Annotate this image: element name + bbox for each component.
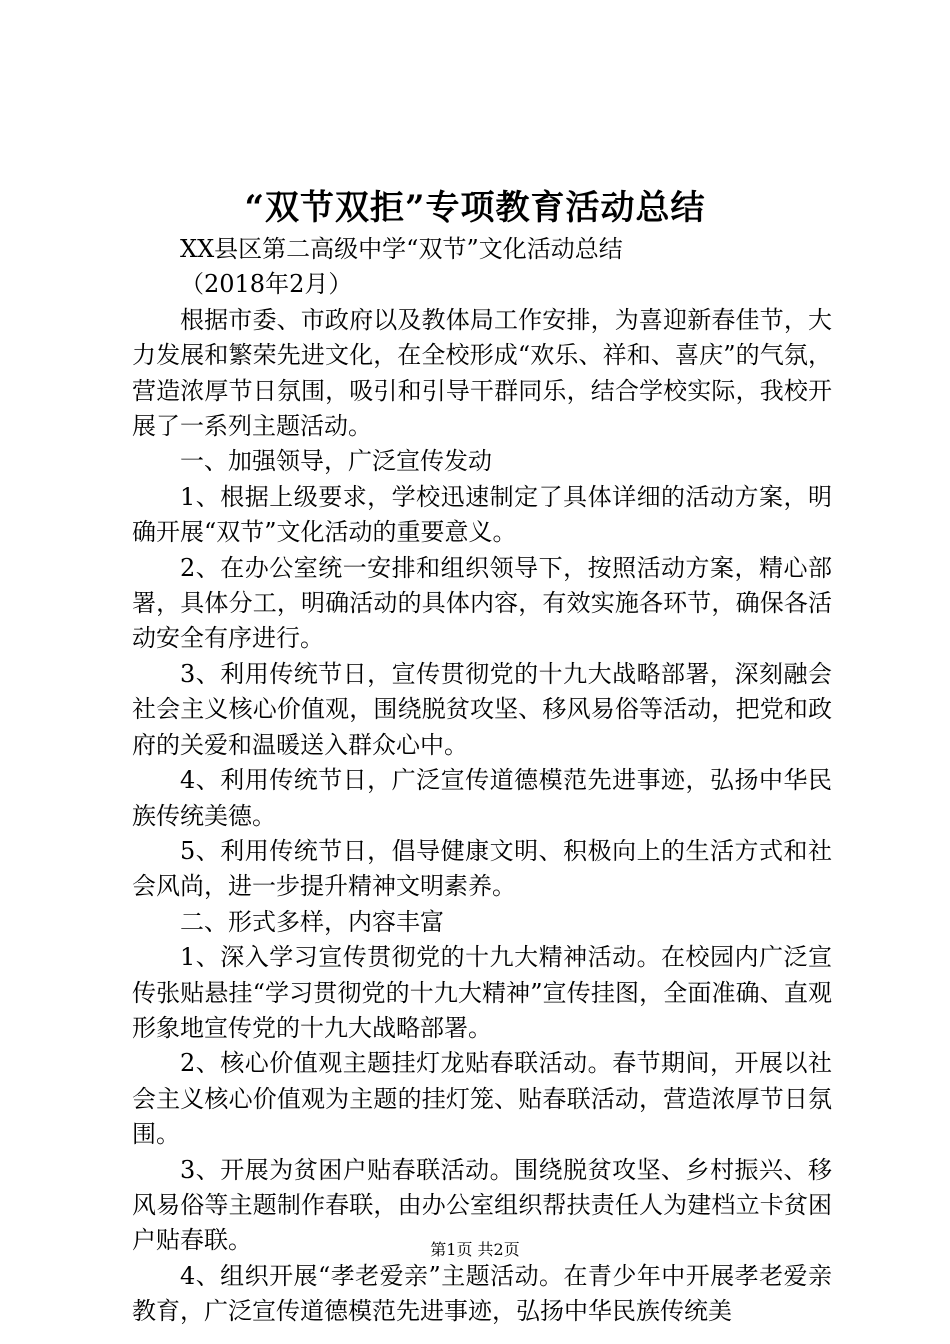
paragraph: 根据市委、市政府以及教体局工作安排，为喜迎新春佳节，大力发展和繁荣先进文化，在全校形成“欢乐、祥和、喜庆”的气氛，营造浓厚节日氛围，吸引和引导干群同乐，结合学校实际，我校开展了一系列主题活动。 <box>132 305 832 441</box>
document-title: “双节双拒”专项教育活动总结 <box>244 188 706 228</box>
page-footer: 第1页 共2页 <box>430 1240 520 1259</box>
paragraph: 2、在办公室统一安排和组织领导下，按照活动方案，精心部署，具体分工，明确活动的具体内容，有效实施各环节，确保各活动安全有序进行。 <box>132 553 832 653</box>
paragraph: 1、根据上级要求，学校迅速制定了具体详细的活动方案，明确开展“双节”文化活动的重要意义。 <box>132 482 832 547</box>
paragraph: 4、利用传统节日，广泛宣传道德模范先进事迹，弘扬中华民族传统美德。 <box>132 766 832 830</box>
paragraph: 1、深入学习宣传贯彻党的十九大精神活动。在校园内广泛宣传张贴悬挂“学习贯彻党的十九大精神”宣传挂图，全面准确、直观形象地宣传党的十九大战略部署。 <box>132 943 832 1042</box>
paragraph: 4、组织开展“孝老爱亲”主题活动。在青少年中开展孝老爱亲教育，广泛宣传道德模范先进事迹，弘扬中华民族传统美 <box>132 1261 832 1326</box>
document-date: （2018年2月） <box>180 270 353 299</box>
document-subtitle: XX县区第二高级中学“双节”文化活动总结 <box>180 235 623 263</box>
paragraph: 5、利用传统节日，倡导健康文明、积极向上的生活方式和社会风尚，进一步提升精神文明素养。 <box>132 836 832 901</box>
paragraph: 3、开展为贫困户贴春联活动。围绕脱贫攻坚、乡村振兴、移风易俗等主题制作春联，由办公室组织帮扶责任人为建档立卡贫困户贴春联。 <box>132 1155 832 1255</box>
paragraph: 3、利用传统节日，宣传贯彻党的十九大战略部署，深刻融会社会主义核心价值观，围绕脱贫攻坚、移风易俗等活动，把党和政府的关爱和温暖送入群众心中。 <box>132 659 832 759</box>
paragraph: 2、核心价值观主题挂灯龙贴春联活动。春节期间，开展以社会主义核心价值观为主题的挂灯笼、贴春联活动，营造浓厚节日氛围。 <box>132 1049 832 1149</box>
section-heading: 一、加强领导，广泛宣传发动 <box>180 447 492 476</box>
section-heading: 二、形式多样，内容丰富 <box>180 907 444 936</box>
document-body <box>132 232 832 1330</box>
